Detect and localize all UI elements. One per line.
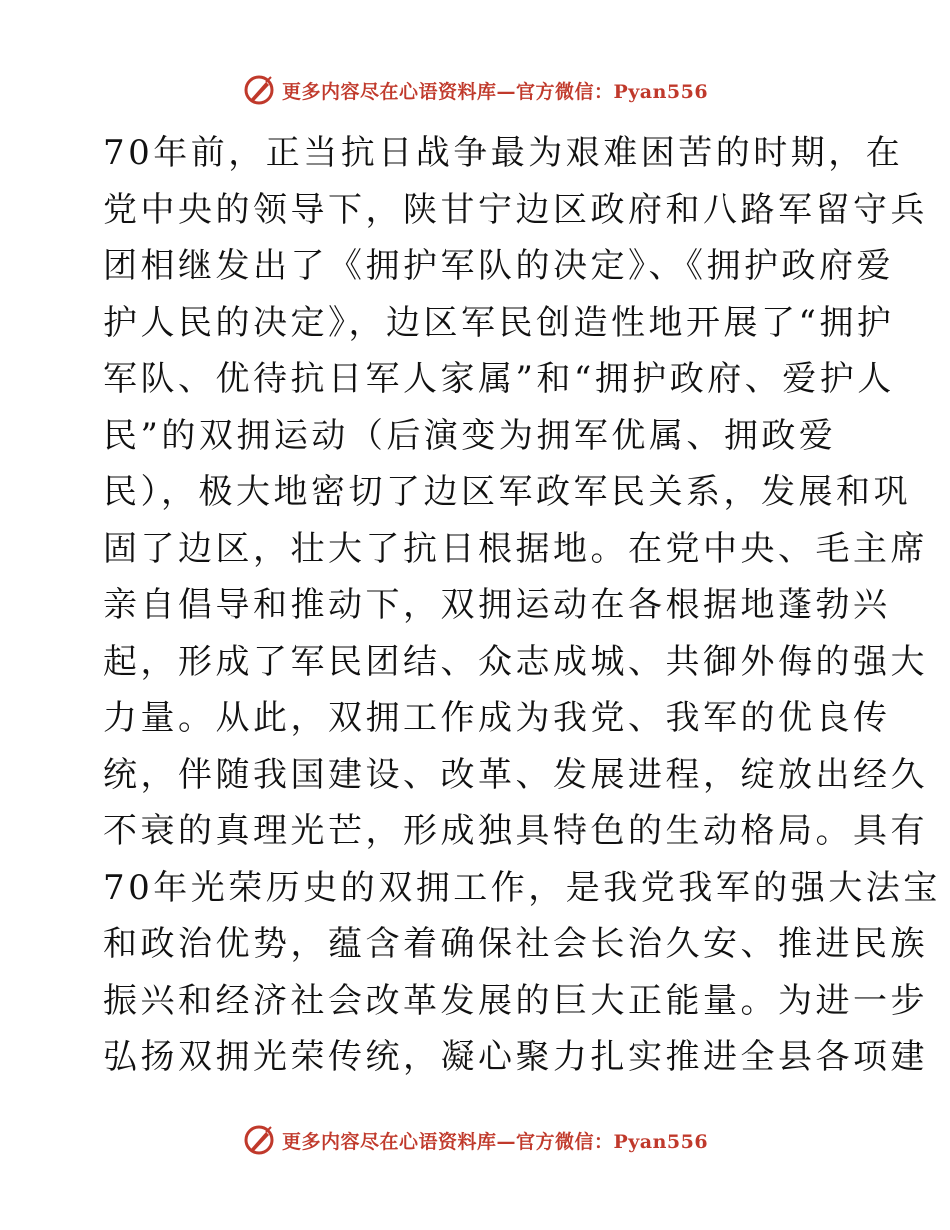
text-line: 70年前，正当抗日战争最为艰难困苦的时期，在	[103, 133, 904, 173]
text-line: 弘扬双拥光荣传统，凝心聚力扎实推进全县各项建	[103, 1037, 928, 1077]
text-line: 振兴和经济社会改革发展的巨大正能量。为进一步	[103, 980, 928, 1021]
text-line: 起，形成了军民团结、众志成城、共御外侮的强大	[103, 641, 928, 682]
text-line: 团相继发出了《拥护军队的决定》、《拥护政府爱	[103, 246, 894, 286]
text-line: 军队、优待抗日军人家属”和“拥护政府、爱护人	[103, 359, 895, 399]
text-line: 亲自倡导和推动下，双拥运动在各根据地蓬勃兴	[103, 585, 891, 625]
header-watermark	[0, 70, 950, 110]
footer-watermark	[0, 1120, 950, 1160]
watermark-text: 更多内容尽在心语资料库—官方微信：Pyan556	[281, 1130, 709, 1153]
text-line: 统，伴随我国建设、改革、发展进程，绽放出经久	[103, 754, 928, 795]
text-line: 民”的双拥运动（后演变为拥军优属、拥政爱	[103, 415, 837, 456]
text-line: 党中央的领导下，陕甘宁边区政府和八路军留守兵	[103, 189, 928, 230]
text-line: 民），极大地密切了边区军政军民关系，发展和巩	[103, 472, 911, 512]
text-line: 不衰的真理光芒，形成独具特色的生动格局。具有	[103, 811, 928, 851]
document-body	[103, 125, 941, 1086]
watermark-text: 更多内容尽在心语资料库—官方微信：Pyan556	[281, 80, 709, 103]
quill-logo-icon	[242, 1123, 276, 1157]
text-line: 和政治优势，蕴含着确保社会长治久安、推进民族	[103, 924, 928, 964]
text-line: 70年光荣历史的双拥工作，是我党我军的强大法宝	[103, 867, 941, 908]
text-line: 护人民的决定》，边区军民创造性地开展了“拥护	[103, 302, 895, 343]
text-line: 力量。从此，双拥工作成为我党、我军的优良传	[103, 698, 891, 738]
text-line: 固了边区，壮大了抗日根据地。在党中央、毛主席	[103, 528, 928, 569]
quill-logo-icon	[242, 73, 276, 107]
